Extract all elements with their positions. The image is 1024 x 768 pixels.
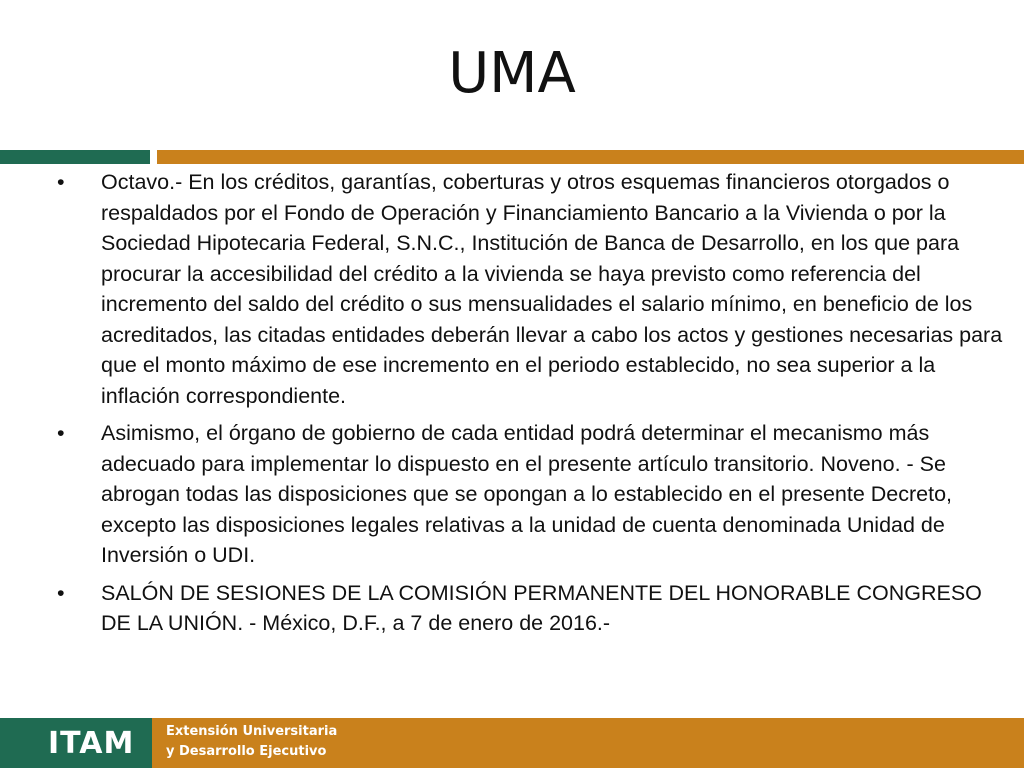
bullet-text: SALÓN DE SESIONES DE LA COMISIÓN PERMANENTE DEL HONORABLE CONGRESO DE LA UNIÓN. - México, D.F., a 7 de enero de 2016.-: [101, 580, 982, 635]
title-divider-green: [0, 150, 150, 164]
bullet-item: [55, 418, 1015, 571]
bullet-text: Octavo.- En los créditos, garantías, coberturas y otros esquemas financieros otorgados o respaldados por el Fondo de Operación y Financiamiento Bancario a la Vivienda o por la Sociedad Hipotecaria Federal, S.N.C., Institución de Banca de Desarrollo, en los que para procurar la accesibilidad del crédito a la vivienda se haya previsto como referencia del incremento del saldo del crédito o sus mensualidades el salario mínimo, en beneficio de los acreditados, las citadas entidades deberán llevar a cabo los actos y gestiones necesarias para que el monto máximo de ese incremento en el periodo establecido, no sea superior a la inflación correspondiente.: [101, 170, 1003, 408]
bullet-marker: •: [57, 580, 65, 605]
bullet-item: [55, 578, 1015, 639]
footer-line-2: y Desarrollo Ejecutivo: [166, 744, 327, 759]
footer-caption: [166, 722, 337, 762]
bullet-text: Asimismo, el órgano de gobierno de cada entidad podrá determinar el mecanismo más adecuado para implementar lo dispuesto en el presente artículo transitorio. Noveno. - Se abrogan todas las disposiciones que se opongan a lo establecido en el presente Decreto, excepto las disposiciones legales relativas a la unidad de cuenta denominada Unidad de Inversión o UDI.: [101, 421, 953, 567]
title-divider-orange: [157, 150, 1024, 164]
bullet-item: [55, 167, 1015, 411]
bullet-marker: •: [57, 170, 65, 194]
bullet-marker: •: [57, 421, 65, 445]
bullet-list: [55, 167, 1015, 646]
itam-logo: ITAM: [48, 726, 135, 761]
footer-line-1: Extensión Universitaria: [166, 724, 338, 739]
slide-title: UMA: [448, 41, 576, 106]
